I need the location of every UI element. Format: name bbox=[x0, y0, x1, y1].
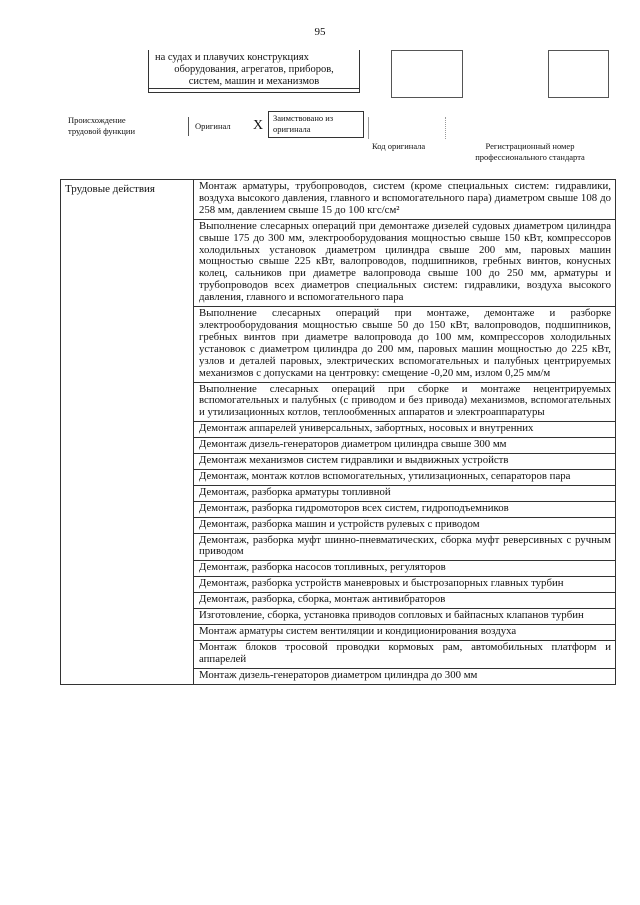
original-code-cell bbox=[368, 117, 429, 139]
original-cell: Оригинал bbox=[188, 117, 243, 136]
function-title-line: оборудования, агрегатов, приборов, bbox=[174, 64, 334, 75]
function-title-line: на судах и плавучих конструкциях bbox=[155, 52, 309, 63]
function-title-box bbox=[148, 50, 360, 93]
labor-actions-label: Трудовые действия bbox=[61, 180, 194, 685]
labor-action-item: Монтаж арматуры систем вентиляции и кондиционирования воздуха bbox=[194, 625, 615, 641]
borrowed-cell: Заимствовано из оригинала bbox=[268, 111, 364, 138]
function-title-line: систем, машин и механизмов bbox=[149, 76, 359, 89]
table-row bbox=[61, 180, 616, 685]
labor-action-item: Демонтаж, разборка гидромоторов всех систем, гидроподъемников bbox=[194, 502, 615, 518]
labor-action-item: Демонтаж механизмов систем гидравлики и выдвижных устройств bbox=[194, 454, 615, 470]
labor-action-item: Монтаж блоков тросовой проводки кормовых рам, автомобильных платформ и аппарелей bbox=[194, 641, 615, 669]
code-original-label: Код оригинала bbox=[372, 141, 426, 151]
labor-actions-list bbox=[194, 180, 616, 685]
original-x-mark: X bbox=[253, 118, 264, 133]
registration-number-cell bbox=[445, 117, 612, 139]
labor-action-item: Выполнение слесарных операций при сборке и монтаже нецентрируемых вспомогательных и палубных (с приводом и без привода) механизмов, вспомогательных и утилизационных котлов, теплообменных аппаратов и электроаппаратуры bbox=[194, 383, 615, 423]
origin-label: Происхождение трудовой функции bbox=[68, 115, 135, 136]
labor-action-item: Выполнение слесарных операций при монтаже, демонтаже и разборке электрооборудования мощностью свыше 50 до 150 кВт, валопроводов, подшипников, гребных винтов при диаметре валопровода до 100 мм, компрессоров холодильных установок с диаметром цилиндра до 200 мм, паровых машин мощностью до 225 кВт, узлов и деталей паровых, электрических вспомогательных и палубных центрируемых механизмов с допусками на центровку: смещение -0,20 мм, излом 0,25 мм/м bbox=[194, 307, 615, 382]
labor-action-item: Демонтаж, монтаж котлов вспомогательных, утилизационных, сепараторов пара bbox=[194, 470, 615, 486]
labor-action-item: Демонтаж, разборка муфт шинно-пневматических, сборка муфт реверсивных с ручным приводом bbox=[194, 534, 615, 562]
code-box bbox=[391, 50, 463, 98]
labor-action-item: Монтаж арматуры, трубопроводов, систем (кроме специальных систем: гидравлики, воздуха высокого давления, главного и вспомогательного пара) диаметром свыше 108 до 258 мм, давлением свыше 15 до 100 кгс/см² bbox=[194, 180, 615, 220]
page-number: 95 bbox=[314, 26, 326, 38]
qualification-level-box bbox=[548, 50, 609, 98]
labor-action-item: Демонтаж, разборка, сборка, монтаж антивибраторов bbox=[194, 593, 615, 609]
labor-action-item: Демонтаж, разборка устройств маневровых и быстрозапорных главных турбин bbox=[194, 577, 615, 593]
registration-number-label: Регистрационный номер профессионального стандарта bbox=[475, 141, 585, 162]
labor-action-item: Демонтаж, разборка машин и устройств рулевых с приводом bbox=[194, 518, 615, 534]
labor-action-item: Монтаж дизель-генераторов диаметром цилиндра до 300 мм bbox=[199, 668, 478, 681]
labor-action-item: Демонтаж дизель-генераторов диаметром цилиндра свыше 300 мм bbox=[194, 438, 615, 454]
labor-action-item: Выполнение слесарных операций при демонтаже дизелей судовых диаметром цилиндра свыше 175 до 300 мм, электрооборудования мощностью свыше 150 кВт, компрессоров холодильных установок диаметром цилиндра свыше 200 мм, паровых машин мощностью свыше 225 кВт, валопроводов, подшипников, гребных винтов, конусных колец, сальников при диаметре валопровода свыше 100 до 250 мм, арматуры и трубопроводов всех диаметров специальных систем: гидравлики, воздуха высокого давления, главного и вспомогательного пара bbox=[194, 220, 615, 307]
labor-action-item: Демонтаж аппарелей универсальных, забортных, носовых и внутренних bbox=[194, 422, 615, 438]
labor-actions-table bbox=[60, 179, 616, 685]
labor-action-item: Демонтаж, разборка насосов топливных, регуляторов bbox=[194, 561, 615, 577]
labor-action-item: Изготовление, сборка, установка приводов сопловых и байпасных клапанов турбин bbox=[194, 609, 615, 625]
labor-action-item: Демонтаж, разборка арматуры топливной bbox=[194, 486, 615, 502]
